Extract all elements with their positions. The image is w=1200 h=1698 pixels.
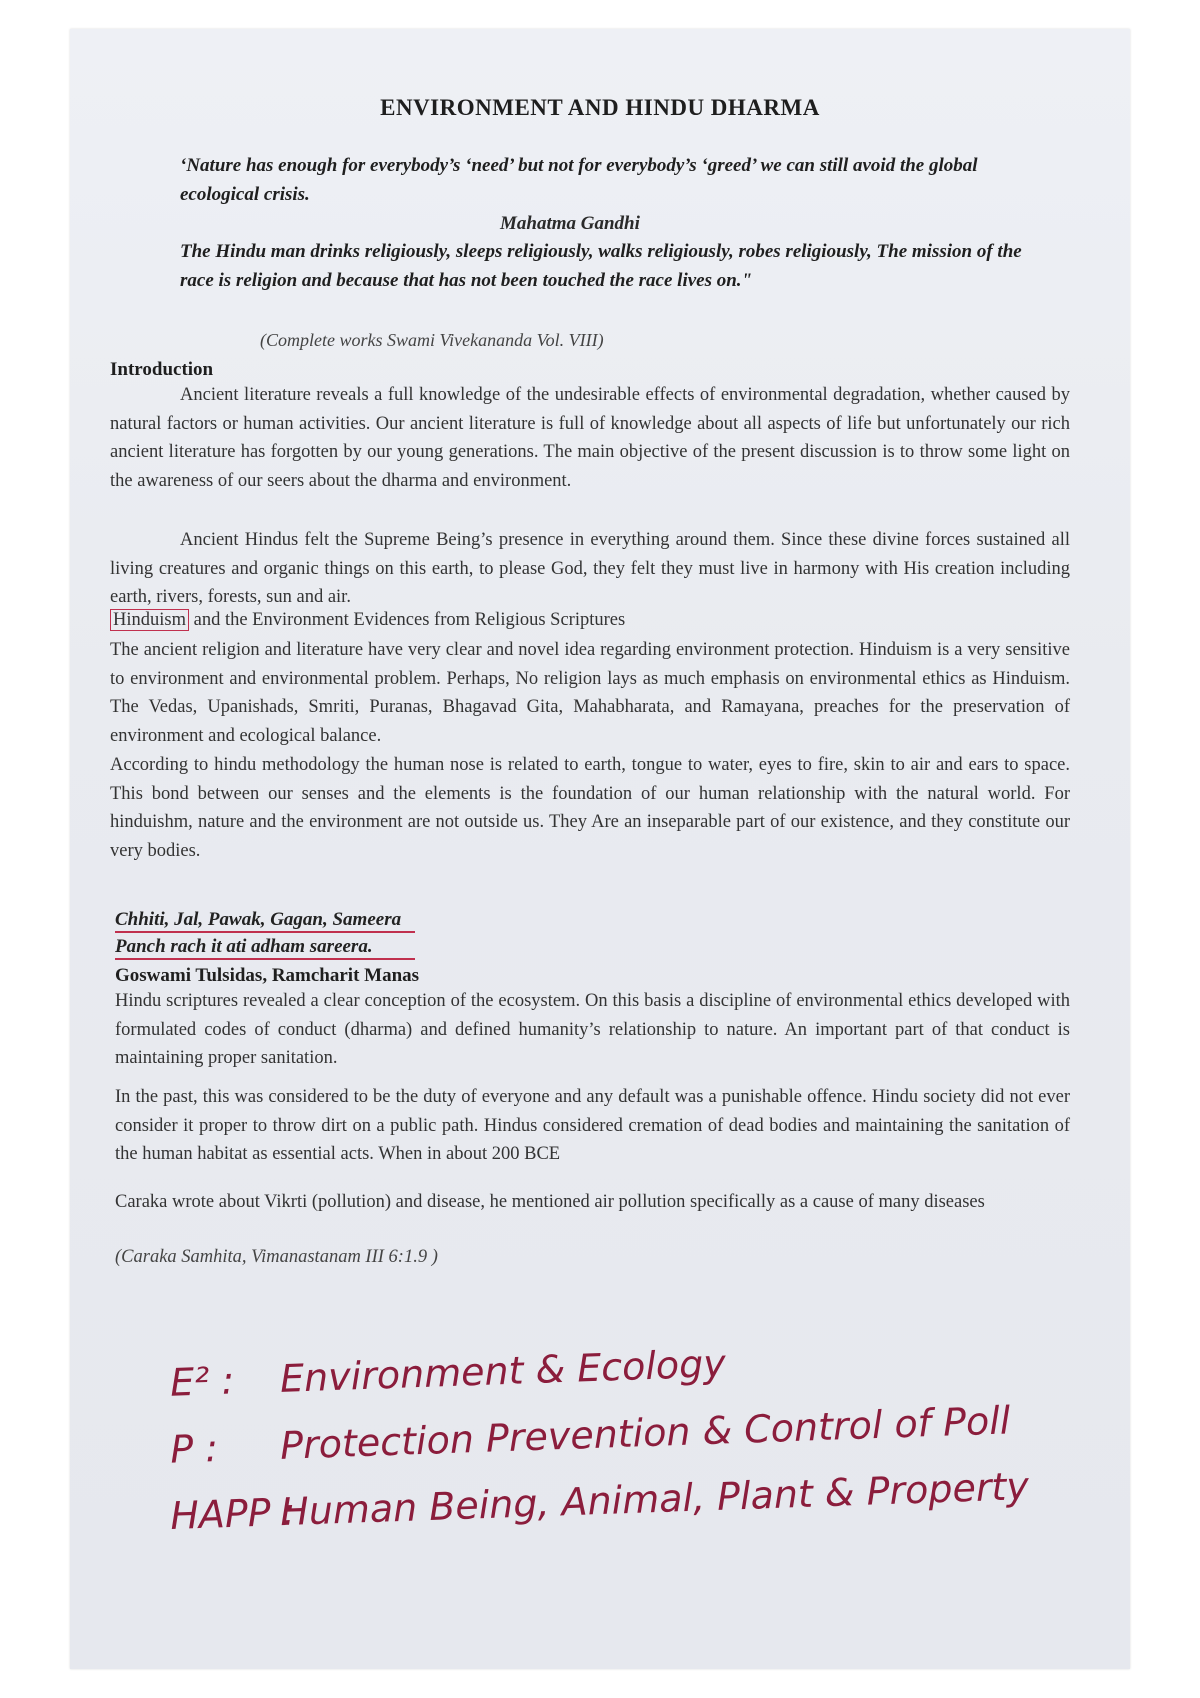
- handwritten-note-2: P : Protection Prevention & Control of Poll: [169, 1398, 1012, 1472]
- scriptures-paragraph: Hindu scriptures revealed a clear conception of the ecosystem. On this basis a discipline of environmental ethics developed with formulated codes of conduct (dharma) and defined humanity’s relationship to nature. An important part of that conduct is maintaining proper sanitation.: [115, 991, 1070, 1068]
- religion-paragraph: The ancient religion and literature have very clear and novel idea regarding environment protection. Hinduism is a very sensitive to environment and environmental problem. Perhaps, No religion lays as much emphasis on environmental ethics as Hinduism. The Vedas, Upanishads, Smriti, Puranas, Bhagavad Gita, Mahabharata, and Ramayana, preaches for the preservation of environment and ecological balance.: [110, 640, 1070, 746]
- vivekananda-quote-source: (Complete works Swami Vivekananda Vol. VIII): [260, 330, 604, 350]
- caraka-paragraph: Caraka wrote about Vikrti (pollution) and disease, he mentioned air pollution specifically as a cause of many diseases: [115, 1192, 985, 1212]
- page-title: ENVIRONMENT AND HINDU DHARMA: [380, 95, 820, 120]
- gandhi-quote: ‘Nature has enough for everybody’s ‘need’ but not for everybody’s ‘greed’ we can still avoid the global ecological crisis.: [180, 155, 978, 205]
- verse-underline-2: [115, 958, 415, 960]
- verse-line-2: Panch rach it ati adham sareera.: [115, 936, 373, 957]
- verse-author: Goswami Tulsidas, Ramcharit Manas: [115, 965, 420, 986]
- scriptures-subheading: [110, 610, 625, 631]
- intro-paragraph: Ancient literature reveals a full knowledge of the undesirable effects of environmental degradation, whether caused by natural factors or human activities. Our ancient literature is full of knowledge about all aspects of life but unfortunately our rich ancient literature has forgotten by our young generations. The main objective of the present discussion is to throw some light on the awareness of our seers about the dharma and environment.: [110, 385, 1070, 491]
- scriptures-subheading-rest: and the Environment Evidences from Religious Scriptures: [193, 610, 626, 630]
- verse-underline-1: [115, 931, 415, 933]
- scanned-page: [70, 29, 1130, 1669]
- methodology-paragraph: According to hindu methodology the human nose is related to earth, tongue to water, eyes to fire, skin to air and ears to space. This bond between our senses and the elements is the foundation of our human relationship with the natural world. For hinduishm, nature and the environment are not outside us. They Are an inseparable part of our existence, and they constitute our very bodies.: [110, 755, 1070, 861]
- verse-line-1: Chhiti, Jal, Pawak, Gagan, Sameera: [115, 909, 402, 930]
- caraka-source: (Caraka Samhita, Vimanastanam III 6:1.9 ): [115, 1247, 438, 1267]
- ancient-hindus-paragraph: Ancient Hindus felt the Supreme Being’s presence in everything around them. Since these divine forces sustained all living creatures and organic things on this earth, to please God, they felt they must live in harmony with His creation including earth, rivers, forests, sun and air.: [110, 530, 1070, 607]
- vivekananda-quote: The Hindu man drinks religiously, sleeps religiously, walks religiously, robes religiously, The mission of the race is religion and because that has not been touched the race lives on.": [180, 241, 1022, 291]
- introduction-heading: Introduction: [110, 359, 214, 380]
- handwritten-note-3: HAPP :Human Being, Animal, Plant & Property: [169, 1464, 1030, 1538]
- sanitation-paragraph: In the past, this was considered to be the duty of everyone and any default was a punishable offence. Hindu society did not ever consider it proper to throw dirt on a public path. Hindus considered cremation of dead bodies and maintaining the sanitation of the human habitat as essential acts. When in about 200 BCE: [115, 1087, 1070, 1164]
- hinduism-boxed-word: Hinduism: [110, 609, 189, 631]
- gandhi-quote-author: Mahatma Gandhi: [500, 213, 640, 234]
- handwritten-note-1: E² : Environment & Ecology: [169, 1341, 727, 1405]
